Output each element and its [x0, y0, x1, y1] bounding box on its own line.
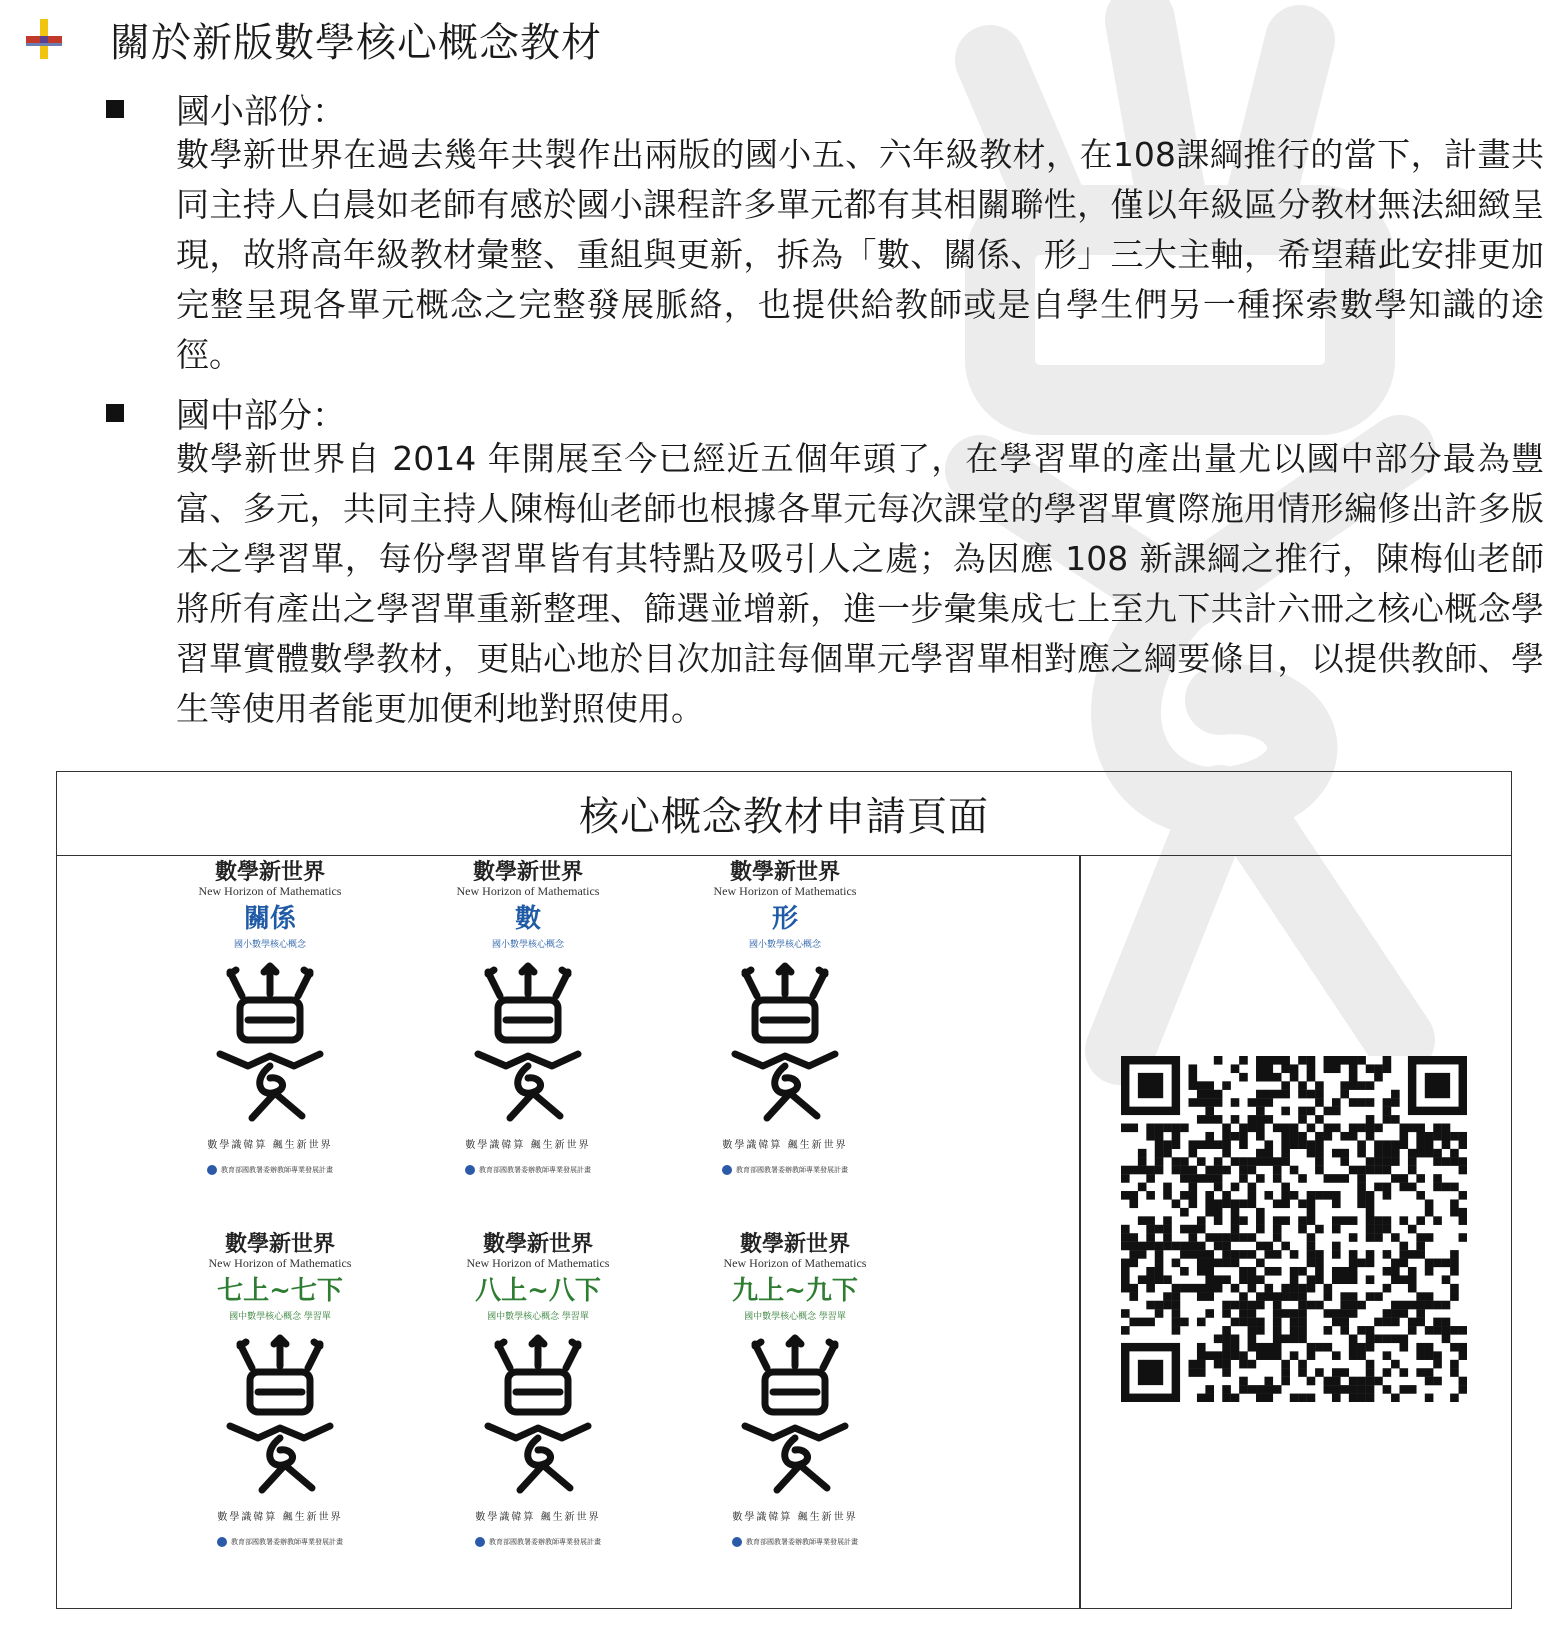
book-cover [702, 860, 868, 1175]
cover-subtitle: New Horizon of Mathematics [723, 1256, 867, 1270]
ministry-logo-icon [722, 1165, 732, 1175]
ancient-character-illustration [190, 962, 350, 1122]
ministry-logo-icon [465, 1165, 475, 1175]
cover-series: 形 [771, 904, 798, 934]
ministry-logo-icon [475, 1537, 485, 1547]
cover-org: 教育部國教署委辦教師專業發展計畫 [712, 1537, 878, 1547]
application-box [56, 771, 1512, 1609]
section-elementary-heading [106, 84, 346, 133]
cover-org: 教育部國教署委辦教師專業發展計畫 [445, 1165, 611, 1175]
cover-series: 數 [514, 904, 541, 934]
ancient-character-illustration [705, 962, 865, 1122]
cover-motto: 數學識韓算 飆生新世界 [732, 1512, 858, 1523]
cover-motto: 數學識韓算 飆生新世界 [465, 1140, 591, 1151]
section-elementary-body: 數學新世界在過去幾年共製作出兩版的國小五、六年級教材，在108課綱推行的當下，計畫共同主持人白晨如老師有感於國小課程許多單元都有其相關聯性，僅以年級區分教材無法細緻呈現，故將高年級教材彙整、重組與更新，拆為「數、關係、形」三大主軸，希望藉此安排更加完整呈現各單元概念之完整發展脈絡，也提供給教師或是自學生們另一種探索數學知識的途徑。 [176, 135, 1544, 374]
cover-title: 數學新世界 [224, 1231, 335, 1257]
ministry-logo-icon [217, 1537, 227, 1547]
cover-tag: 國中數學核心概念 學習單 [487, 1312, 589, 1322]
cover-org: 教育部國教署委辦教師專業發展計畫 [197, 1537, 363, 1547]
cover-series: 九上~九下 [732, 1276, 858, 1306]
cover-tag: 國小數學核心概念 [748, 940, 821, 950]
cover-motto: 數學識韓算 飆生新世界 [217, 1512, 343, 1523]
ministry-logo-icon [732, 1537, 742, 1547]
cover-org: 教育部國教署委辦教師專業發展計畫 [702, 1165, 868, 1175]
cover-title: 數學新世界 [482, 1231, 593, 1257]
square-bullet-icon [106, 100, 124, 118]
ancient-character-illustration [458, 1334, 618, 1494]
cover-title: 數學新世界 [739, 1231, 850, 1257]
cover-subtitle: New Horizon of Mathematics [456, 884, 600, 898]
cover-title: 數學新世界 [729, 859, 840, 885]
cover-title: 數學新世界 [472, 859, 583, 885]
column-divider [1079, 856, 1081, 1609]
book-cover [712, 1232, 878, 1547]
box-body [57, 856, 1511, 1609]
heading [22, 14, 602, 64]
cover-series: 八上~八下 [475, 1276, 601, 1306]
cover-org: 教育部國教署委辦教師專業發展計畫 [187, 1165, 353, 1175]
section-junior-heading [106, 388, 346, 437]
cover-series: 七上~七下 [217, 1276, 343, 1306]
square-bullet-icon [106, 404, 124, 422]
book-cover [187, 860, 353, 1175]
ancient-character-illustration [715, 1334, 875, 1494]
cover-subtitle: New Horizon of Mathematics [713, 884, 857, 898]
box-title: 核心概念教材申請頁面 [57, 772, 1511, 856]
cover-org: 教育部國教署委辦教師專業發展計畫 [455, 1537, 621, 1547]
cover-tag: 國小數學核心概念 [491, 940, 564, 950]
cover-tag: 國中數學核心概念 學習單 [744, 1312, 846, 1322]
section-title: 國中部分： [176, 396, 346, 436]
cover-motto: 數學識韓算 飆生新世界 [722, 1140, 848, 1151]
section-title: 國小部份： [176, 92, 346, 132]
ministry-logo-icon [207, 1165, 217, 1175]
cover-motto: 數學識韓算 飆生新世界 [475, 1512, 601, 1523]
book-cover [445, 860, 611, 1175]
ancient-character-illustration [448, 962, 608, 1122]
cover-subtitle: New Horizon of Mathematics [208, 1256, 352, 1270]
cover-tag: 國中數學核心概念 學習單 [229, 1312, 331, 1322]
cover-title: 數學新世界 [214, 859, 325, 885]
cover-motto: 數學識韓算 飆生新世界 [207, 1140, 333, 1151]
section-junior-body: 數學新世界自 2014 年開展至今已經近五個年頭了，在學習單的產出量尤以國中部分最為豐富、多元，共同主持人陳梅仙老師也根據各單元每次課堂的學習單實際施用情形編修出許多版本之學習單，每份學習單皆有其特點及吸引人之處；為因應 108 新課綱之推行，陳梅仙老師將所有產出之學習單重新整理、篩選並增新，進一步彙集成七上至九下共計六冊之核心概念學習單實體數學教材，更貼心地於目次加註每個單元學習單相對應之綱要條目，以提供教師、學生等使用者能更加便利地對照使用。 [176, 439, 1544, 728]
cover-subtitle: New Horizon of Mathematics [466, 1256, 610, 1270]
ancient-character-illustration [200, 1334, 360, 1494]
cover-series: 關係 [243, 904, 296, 934]
cross-bullet-icon [22, 17, 66, 61]
cover-tag: 國小數學核心概念 [233, 940, 306, 950]
page-title: 關於新版數學核心概念教材 [110, 19, 602, 66]
qr-code[interactable] [1121, 1056, 1467, 1402]
cover-subtitle: New Horizon of Mathematics [198, 884, 342, 898]
book-cover [197, 1232, 363, 1547]
book-cover [455, 1232, 621, 1547]
